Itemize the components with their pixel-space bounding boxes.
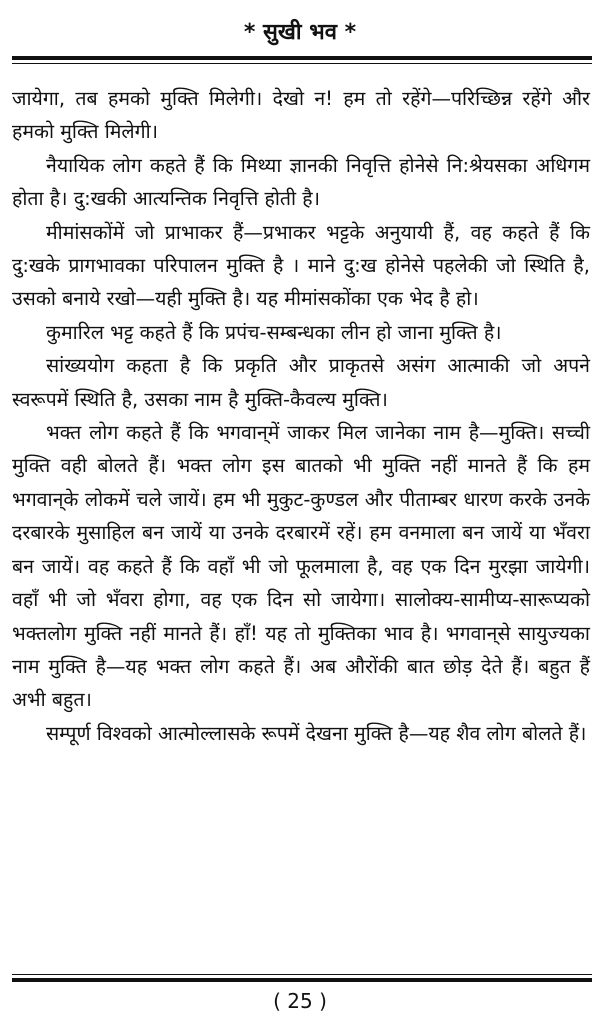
paragraph-kumarila: कुमारिल भट्ट कहते हैं कि प्रपंच-सम्बन्धका लीन हो जाना मुक्ति है।: [46, 320, 502, 344]
header-rule-thick: [12, 56, 592, 60]
paragraph-continuation: जायेगा, तब हमको मुक्ति मिलेगी। देखो न! हम तो रहेंगे—परिच्छिन्न रहेंगे और हमको मुक्ति मिलेगी।: [12, 87, 590, 144]
paragraph-naiyayika: नैयायिक लोग कहते हैं कि मिथ्या ज्ञानकी निवृत्ति होनेसे नि:श्रेयसका अधिगम होता है। दु:खकी आत्यन्तिक निवृत्ति होती है।: [12, 153, 590, 211]
footer-rule-thin: [12, 974, 592, 975]
page-number: ( 25 ): [273, 989, 327, 1013]
footer-rule-thick: [12, 978, 592, 982]
running-header: * सुखी भव *: [243, 20, 357, 45]
paragraph-shaiva: सम्पूर्ण विश्वको आत्मोल्लासके रूपमें देखना मुक्ति है—यह शैव लोग बोलते हैं।: [46, 721, 587, 745]
paragraph-bhakta: भक्त लोग कहते हैं कि भगवान्‌में जाकर मिल जानेका नाम है—मुक्ति। सच्ची मुक्ति वही बोलते हैं। भक्त लोग इस बातको भी मुक्ति नहीं मानते हैं कि हम भगवान्‌के लोकमें चले जायें। हम भी मुकुट-कुण्डल और पीताम्बर धारण करके उनके दरबारके मुसाहिल बन जायें या उनके दरबारमें रहें। हम वनमाला बन जायें या भँवरा बन जायें। वह कहते हैं कि वहाँ भी जो फूलमाला है, वह एक दिन मुरझा जायेगी। वहाँ भी जो भँवरा होगा, वह एक दिन सो जायेगा। सालोक्य-सामीप्य-सारूप्यको भक्तलोग मुक्ति नहीं मानते हैं। हाँ! यह तो मुक्तिका भाव है। भगवान्‌से सायुज्यका नाम मुक्ति है—यह भक्त लोग कहते हैं। अब औरोंकी बात छोड़ देते हैं। बहुत हैं अभी बहुत।: [12, 421, 590, 712]
paragraph-sankhya: सांख्ययोग कहता है कि प्रकृति और प्राकृतसे असंग आत्माकी जो अपने स्वरूपमें स्थिति है, उसका नाम है मुक्ति-कैवल्य मुक्ति।: [12, 354, 590, 411]
page-body: [12, 82, 590, 750]
paragraph-mimamsaka: मीमांसकोंमें जो प्राभाकर हैं—प्रभाकर भट्टके अनुयायी हैं, वह कहते हैं कि दु:खके प्रागभावका परिपालन मुक्ति है । माने दु:ख होनेसे पहलेकी जो स्थिति है, उसको बनाये रखो—यही मुक्ति है। यह मीमांसकोंका एक भेद है हो।: [12, 220, 590, 311]
header-rule-thin: [12, 63, 592, 64]
